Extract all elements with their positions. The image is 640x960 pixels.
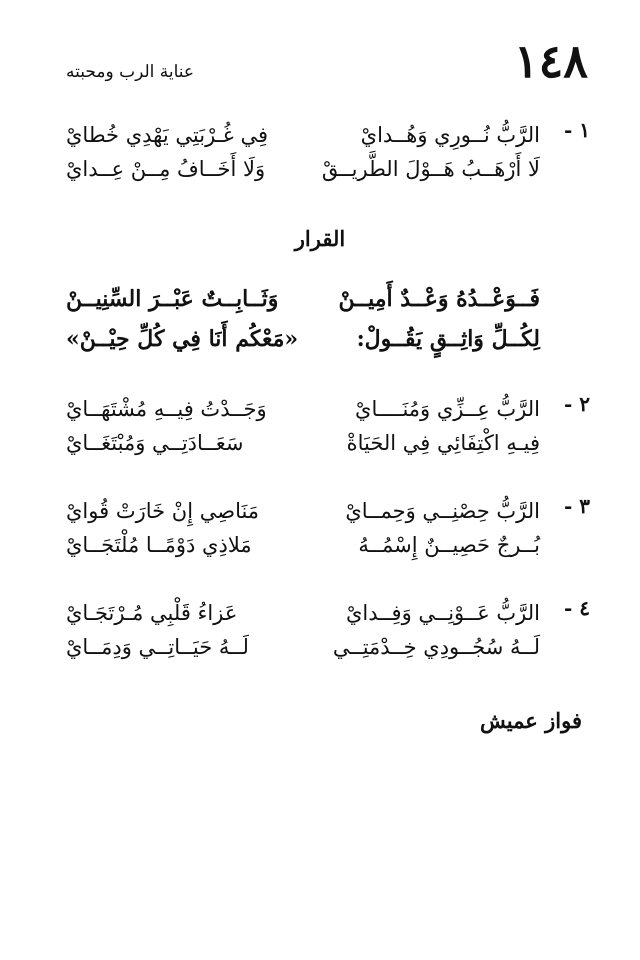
verse-hemistich-first: لَا أَرْهَــبُ هَــوْلَ الطَّريــقْ	[321, 157, 540, 181]
verse-line	[0, 392, 640, 426]
verse-hemistich-second: سَعَــادَتِــي وَمُبْتَغَــايْ	[66, 431, 244, 455]
verse-line	[0, 630, 640, 664]
verse-hemistich-first: الرَّبُّ عَــوْنِــي وَفِــدايْ	[345, 601, 540, 625]
verse-2	[0, 392, 640, 460]
verse-hemistich-first: الرَّبُّ عِــزِّي وَمُنَــــايْ	[355, 397, 540, 421]
verse-line	[0, 596, 640, 630]
verse-hemistich-first: لَــهُ سُجُــودِي خِــدْمَتِــي	[332, 635, 540, 659]
running-title: عناية الرب ومحبته	[66, 62, 195, 82]
verse-line	[0, 426, 640, 460]
verse-1	[0, 118, 640, 186]
verse-hemistich-first: بُــرجٌ حَصِيــنٌ إِسْمُــهُ	[358, 533, 540, 557]
chorus-hemistich-second: وَثَــابِــتٌ عَبْــرَ السِّنِيــنْ	[66, 286, 279, 312]
verse-number: ١ -	[563, 118, 590, 142]
verse-hemistich-second: لَــهُ حَيَــاتِــي وَدِمَــايْ	[66, 635, 249, 659]
chorus-line	[0, 282, 640, 322]
verse-hemistich-second: مَلاذِي دَوْمًــا مُلْتَجَــايْ	[66, 533, 252, 557]
verse-hemistich-second: مَنَاصِي إِنْ خَارَتْ قُوايْ	[66, 499, 260, 523]
chorus-hemistich-first: لِكُــلِّ وَاثِــقٍ يَقُــولْ:	[356, 326, 540, 352]
chorus-hemistich-second: «مَعْكُم أَنَا فِي كُلِّ حِيْــنْ»	[66, 326, 299, 352]
chorus-hemistich-first: فَــوَعْــدُهُ وَعْــدٌ أَمِيــنْ	[338, 286, 540, 312]
verse-line	[0, 152, 640, 186]
verse-number: ٢ -	[563, 392, 590, 416]
verse-hemistich-second: عَزاءُ قَلْبِي مُـرْتَجَـايْ	[66, 601, 238, 625]
verse-number: ٤ -	[563, 596, 590, 620]
page-number: ١٤٨	[513, 34, 588, 88]
verse-hemistich-first: الرَّبُّ حِصْنِــي وَحِمــايْ	[345, 499, 540, 523]
verse-hemistich-first: الرَّبُّ نُــورِي وَهُــدايْ	[360, 123, 540, 147]
verse-hemistich-second: فِي غُـرْبَتِي يَهْدِي خُطايْ	[66, 123, 269, 147]
verse-hemistich-second: وَجَــدْتُ فِيــهِ مُشْتَهَــايْ	[66, 397, 267, 421]
chorus-title: القرار	[294, 226, 346, 251]
verse-line	[0, 118, 640, 152]
chorus-line	[0, 322, 640, 356]
author-name: فواز عميش	[480, 708, 582, 733]
verse-4	[0, 596, 640, 664]
verse-number: ٣ -	[563, 494, 590, 518]
verse-hemistich-first: فِيـهِ اكْتِفَائِي فِي الحَيَاةْ	[346, 431, 540, 455]
verse-line	[0, 528, 640, 562]
verse-line	[0, 494, 640, 528]
chorus	[0, 282, 640, 356]
verse-3	[0, 494, 640, 562]
verse-hemistich-second: وَلَا أَخَــافُ مِــنْ عِــدايْ	[66, 157, 266, 181]
